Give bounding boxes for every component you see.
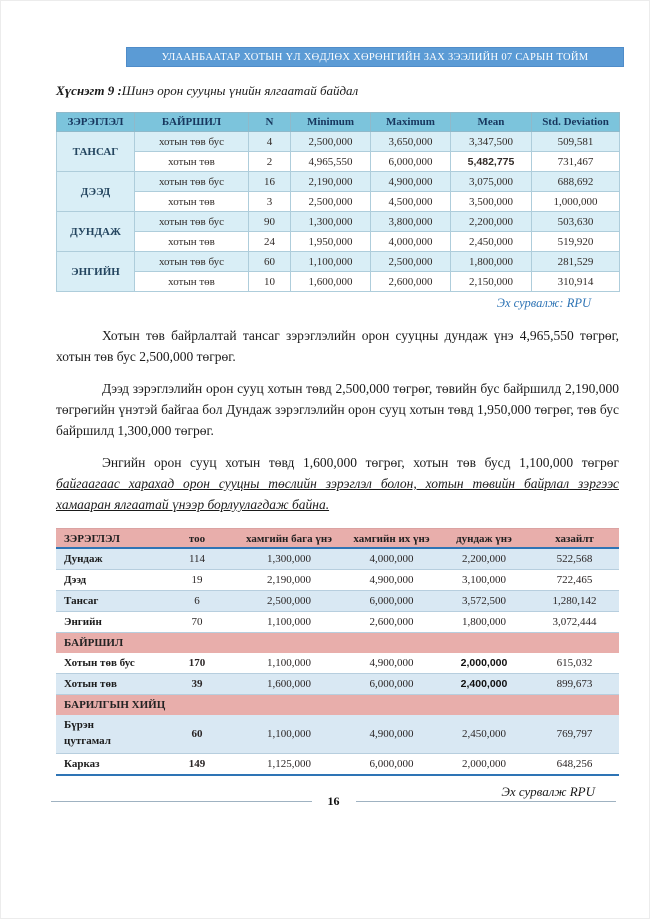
mean-cell: 5,482,775 <box>451 152 532 172</box>
std-cell: 1,000,000 <box>532 192 620 212</box>
category-cell: Тансаг <box>56 591 161 612</box>
std-cell: 688,692 <box>532 172 620 192</box>
mean-cell: 2,450,000 <box>451 232 532 252</box>
table-caption-label: Хүснэгт 9 : <box>56 83 122 98</box>
header-banner-title: УЛААНБААТАР ХОТЫН ҮЛ ХӨДЛӨХ ХӨРӨНГИЙН ЗАХ ЗЭЭЛИЙН 07 САРЫН ТОЙМ <box>161 51 589 63</box>
location-cell: хотын төв бус <box>135 132 249 152</box>
table-row <box>57 212 620 232</box>
mean-cell: 3,572,500 <box>438 591 530 612</box>
n-cell: 10 <box>249 272 291 292</box>
table-caption <box>56 83 619 99</box>
mean-cell: 2,200,000 <box>451 212 532 232</box>
mean-cell: 3,500,000 <box>451 192 532 212</box>
category-cell: Хотын төв <box>56 674 161 695</box>
paragraph-1: Хотын төв байрлалтай тансаг зэрэглэлийн орон сууцны дундаж үнэ 4,965,550 төгрөг, хотын төв бус 2,500,000 төгрөг. <box>56 328 619 364</box>
table-header-row <box>56 529 619 549</box>
table-row <box>57 272 620 292</box>
mean-cell: 2,400,000 <box>438 674 530 695</box>
min-cell: 2,500,000 <box>291 132 371 152</box>
min-cell: 1,100,000 <box>233 653 345 674</box>
mean-cell: 2,000,000 <box>438 753 530 775</box>
std-cell: 281,529 <box>532 252 620 272</box>
std-cell: 503,630 <box>532 212 620 232</box>
max-cell: 6,000,000 <box>345 674 438 695</box>
table-row <box>57 252 620 272</box>
max-cell: 2,500,000 <box>371 252 451 272</box>
min-cell: 1,125,000 <box>233 753 345 775</box>
max-cell: 3,800,000 <box>371 212 451 232</box>
mean-cell: 1,800,000 <box>438 612 530 633</box>
table-row <box>56 653 619 674</box>
page-footer <box>51 794 616 809</box>
min-cell: 1,100,000 <box>233 612 345 633</box>
category-cell-text: Бүрэн цутгамал <box>64 719 111 747</box>
category-cell: ЭНГИЙН <box>57 252 135 292</box>
max-cell: 4,000,000 <box>345 548 438 570</box>
mean-cell: 3,075,000 <box>451 172 532 192</box>
mean-cell: 2,000,000 <box>438 653 530 674</box>
table-row <box>57 132 620 152</box>
col-header-minimum: Minimum <box>291 113 371 132</box>
table-row <box>57 192 620 212</box>
table-row <box>56 570 619 591</box>
max-cell: 2,600,000 <box>345 612 438 633</box>
col-header-n: N <box>249 113 291 132</box>
count-cell: 39 <box>161 674 233 695</box>
paragraph-3 <box>56 452 619 515</box>
col-header-min-price-text: хамгийн бага үнэ <box>246 533 332 545</box>
col-header-category: ЗЭРЭГЛЭЛ <box>56 529 161 549</box>
table-row <box>56 591 619 612</box>
location-cell: хотын төв <box>135 272 249 292</box>
col-header-std-deviation: Std. Deviation <box>532 113 620 132</box>
category-cell: ТАНСАГ <box>57 132 135 172</box>
min-cell: 2,500,000 <box>233 591 345 612</box>
table-row <box>56 612 619 633</box>
col-header-deviation: хазайлт <box>530 529 619 549</box>
category-cell: Энгийн <box>56 612 161 633</box>
footer-rule-right <box>356 801 617 802</box>
max-cell: 6,000,000 <box>345 591 438 612</box>
max-cell: 4,900,000 <box>345 715 438 753</box>
table-row <box>57 152 620 172</box>
mean-cell: 3,347,500 <box>451 132 532 152</box>
category-cell: Дээд <box>56 570 161 591</box>
n-cell: 3 <box>249 192 291 212</box>
count-cell: 70 <box>161 612 233 633</box>
max-cell: 4,900,000 <box>345 570 438 591</box>
dev-cell: 615,032 <box>530 653 619 674</box>
section-header-row-construction <box>56 695 619 716</box>
min-cell: 1,600,000 <box>291 272 371 292</box>
category-cell: ДЭЭД <box>57 172 135 212</box>
category-cell: Хотын төв бус <box>56 653 161 674</box>
count-cell: 6 <box>161 591 233 612</box>
col-header-mean: Mean <box>451 113 532 132</box>
max-cell: 4,900,000 <box>371 172 451 192</box>
n-cell: 4 <box>249 132 291 152</box>
dev-cell: 648,256 <box>530 753 619 775</box>
n-cell: 60 <box>249 252 291 272</box>
table-row <box>56 715 619 753</box>
n-cell: 90 <box>249 212 291 232</box>
col-header-maximum: Maximum <box>371 113 451 132</box>
table-header-row <box>57 113 620 132</box>
paragraph-3-normal: Энгийн орон сууц хотын төвд 1,600,000 төгрөг, хотын төв бусд 1,100,000 төгрөг <box>102 455 619 470</box>
max-cell: 4,000,000 <box>371 232 451 252</box>
mean-cell: 3,100,000 <box>438 570 530 591</box>
std-cell: 519,920 <box>532 232 620 252</box>
dev-cell: 769,797 <box>530 715 619 753</box>
max-cell: 6,000,000 <box>371 152 451 172</box>
dev-cell: 722,465 <box>530 570 619 591</box>
min-cell: 1,600,000 <box>233 674 345 695</box>
table-caption-text: Шинэ орон сууцны үнийн ялгаатай байдал <box>121 83 359 98</box>
dev-cell: 899,673 <box>530 674 619 695</box>
count-cell: 149 <box>161 753 233 775</box>
paragraph-3-emphasis: байгаагаас харахад орон сууцны төслийн зэрэглэл болон, хотын төвийн байрлал зэргээс хамааран ялгаатай үнээр борлуулагдаж байна. <box>56 476 619 512</box>
section-header-label: БАРИЛГЫН ХИЙЦ <box>56 695 619 716</box>
col-header-max-price <box>345 529 438 549</box>
dev-cell: 1,280,142 <box>530 591 619 612</box>
min-cell: 2,500,000 <box>291 192 371 212</box>
section-header-label: БАЙРШИЛ <box>56 633 619 654</box>
std-cell: 310,914 <box>532 272 620 292</box>
min-cell: 1,100,000 <box>233 715 345 753</box>
col-header-location: БАЙРШИЛ <box>135 113 249 132</box>
n-cell: 2 <box>249 152 291 172</box>
table-row <box>57 232 620 252</box>
mean-cell-highlighted: 2,450,000 <box>438 715 530 753</box>
col-header-max-price-text: хамгийн их үнэ <box>353 533 430 545</box>
page-content <box>56 83 619 800</box>
table-row <box>56 753 619 775</box>
mean-cell: 1,800,000 <box>451 252 532 272</box>
count-cell: 60 <box>161 715 233 753</box>
page-number: 16 <box>327 794 340 808</box>
table-row <box>56 674 619 695</box>
count-cell: 19 <box>161 570 233 591</box>
paragraph-2: Дээд зэрэглэлийн орон сууц хотын төвд 2,500,000 төгрөг, төвийн бус байршилд 2,190,000 төгрөгийн үнэтэй байгаа бол Дундаж зэрэглэлийн орон сууц хотын төвд 1,950,000 төгрөг, төв бус байршилд 1,300,000 төгрөг. <box>56 381 619 438</box>
mean-cell: 2,150,000 <box>451 272 532 292</box>
max-cell: 3,650,000 <box>371 132 451 152</box>
col-header-category: ЗЭРЭГЛЭЛ <box>57 113 135 132</box>
summary-statistics-table <box>56 528 619 776</box>
min-cell: 1,300,000 <box>291 212 371 232</box>
count-cell: 114 <box>161 548 233 570</box>
table2-source-note: Эх сурвалж RPU <box>501 783 595 799</box>
min-cell: 1,300,000 <box>233 548 345 570</box>
location-cell: хотын төв бус <box>135 252 249 272</box>
location-cell: хотын төв <box>135 192 249 212</box>
col-header-count: тоо <box>161 529 233 549</box>
dev-cell: 522,568 <box>530 548 619 570</box>
std-cell: 731,467 <box>532 152 620 172</box>
max-cell: 4,900,000 <box>345 653 438 674</box>
category-cell: Карказ <box>56 753 161 775</box>
std-cell: 509,581 <box>532 132 620 152</box>
category-cell: ДУНДАЖ <box>57 212 135 252</box>
location-cell: хотын төв <box>135 232 249 252</box>
min-cell: 2,190,000 <box>291 172 371 192</box>
table1-source-note: Эх сурвалж: RPU <box>496 296 591 310</box>
header-banner <box>126 47 624 67</box>
count-cell: 170 <box>161 653 233 674</box>
section-header-row-location <box>56 633 619 654</box>
col-header-mean-price: дундаж үнэ <box>438 529 530 549</box>
n-cell: 16 <box>249 172 291 192</box>
min-cell: 1,950,000 <box>291 232 371 252</box>
col-header-min-price <box>233 529 345 549</box>
category-cell: Дундаж <box>56 548 161 570</box>
location-cell: хотын төв <box>135 152 249 172</box>
price-statistics-table <box>56 112 620 292</box>
mean-cell: 2,200,000 <box>438 548 530 570</box>
location-cell: хотын төв бус <box>135 212 249 232</box>
footer-rule-left <box>51 801 312 802</box>
category-cell <box>56 715 161 753</box>
min-cell: 1,100,000 <box>291 252 371 272</box>
location-cell: хотын төв бус <box>135 172 249 192</box>
table-row <box>57 172 620 192</box>
table-row <box>56 548 619 570</box>
n-cell: 24 <box>249 232 291 252</box>
max-cell: 6,000,000 <box>345 753 438 775</box>
min-cell: 4,965,550 <box>291 152 371 172</box>
dev-cell: 3,072,444 <box>530 612 619 633</box>
max-cell: 2,600,000 <box>371 272 451 292</box>
max-cell: 4,500,000 <box>371 192 451 212</box>
min-cell: 2,190,000 <box>233 570 345 591</box>
